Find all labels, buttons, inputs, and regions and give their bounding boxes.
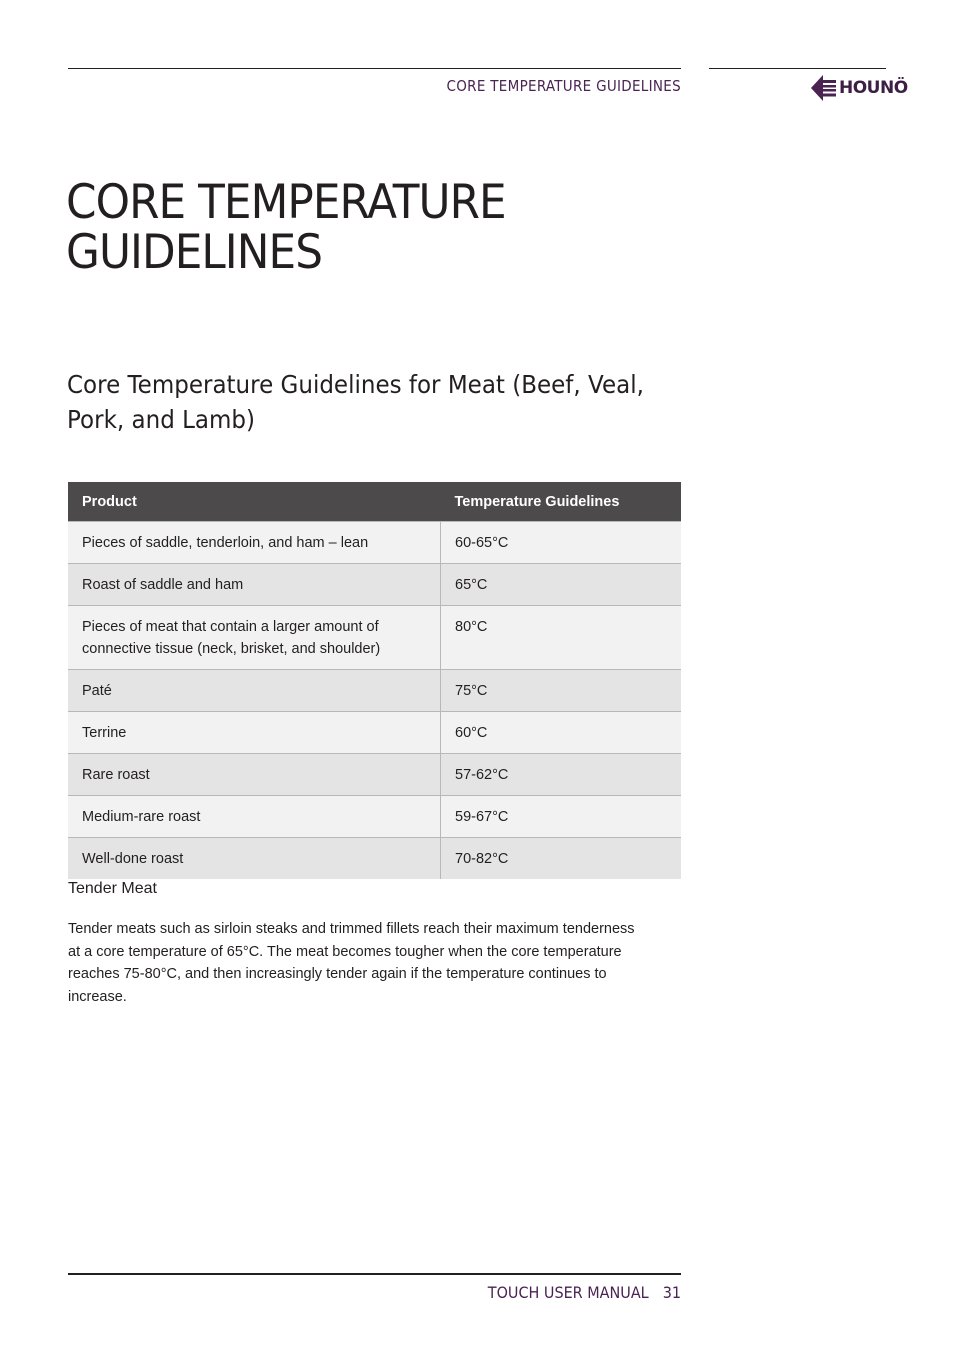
table-row [68,670,681,712]
table-row [68,838,681,880]
product-cell: Pieces of saddle, tenderloin, and ham – lean [68,522,441,564]
temperature-cell: 65°C [441,564,682,606]
temperature-cell: 70-82°C [441,838,682,880]
temperature-cell: 60-65°C [441,522,682,564]
column-header-temperature: Temperature Guidelines [441,482,682,522]
product-cell: Well-done roast [68,838,441,880]
tender-meat-heading: Tender Meat [68,880,157,897]
product-cell: Paté [68,670,441,712]
page-title-line: CORE TEMPERATURE [66,175,506,230]
table-row [68,796,681,838]
table-row [68,564,681,606]
product-cell: Terrine [68,712,441,754]
footer-rule [68,1273,681,1275]
page-title [66,175,506,280]
hounoe-logo [811,74,908,102]
page-footer [488,1283,681,1302]
footer-manual-title: TOUCH USER MANUAL [487,1283,649,1302]
column-header-product: Product [68,482,441,522]
running-header-title: CORE TEMPERATURE GUIDELINES [446,77,681,95]
paragraph-line: at a core temperature of 65°C. The meat becomes tougher when the core temperature [68,943,622,960]
header-logo-rule [709,68,886,69]
core-temperature-table [68,482,681,879]
table-header-row [68,482,681,522]
paragraph-line: increase. [68,988,127,1005]
section-title: Core Temperature Guidelines for Meat (Beef, Veal, Pork, and Lamb) [67,370,644,434]
product-line: connective tissue (neck, brisket, and shoulder) [82,641,381,657]
product-line: Pieces of meat that contain a larger amount of [82,619,379,635]
logo-wordmark: HOUNÖ [839,78,908,98]
product-cell: Rare roast [68,754,441,796]
product-cell: Medium-rare roast [68,796,441,838]
temperature-cell: 60°C [441,712,682,754]
table-row [68,712,681,754]
hounoe-logo-icon [811,74,837,102]
product-cell [68,606,441,670]
temperature-cell: 80°C [441,606,682,670]
temperature-cell: 75°C [441,670,682,712]
product-cell: Roast of saddle and ham [68,564,441,606]
header-rule [68,68,681,69]
table-row [68,522,681,564]
tender-meat-paragraph [68,918,668,1008]
table-row [68,754,681,796]
temperature-cell: 57-62°C [441,754,682,796]
table-row [68,606,681,670]
page-title-line: GUIDELINES [66,225,323,280]
paragraph-line: reaches 75-80°C, and then increasingly tender again if the temperature continues to [68,966,607,982]
page-number: 31 [662,1283,681,1302]
paragraph-line: Tender meats such as sirloin steaks and trimmed fillets reach their maximum tenderness [68,921,635,937]
temperature-cell: 59-67°C [441,796,682,838]
